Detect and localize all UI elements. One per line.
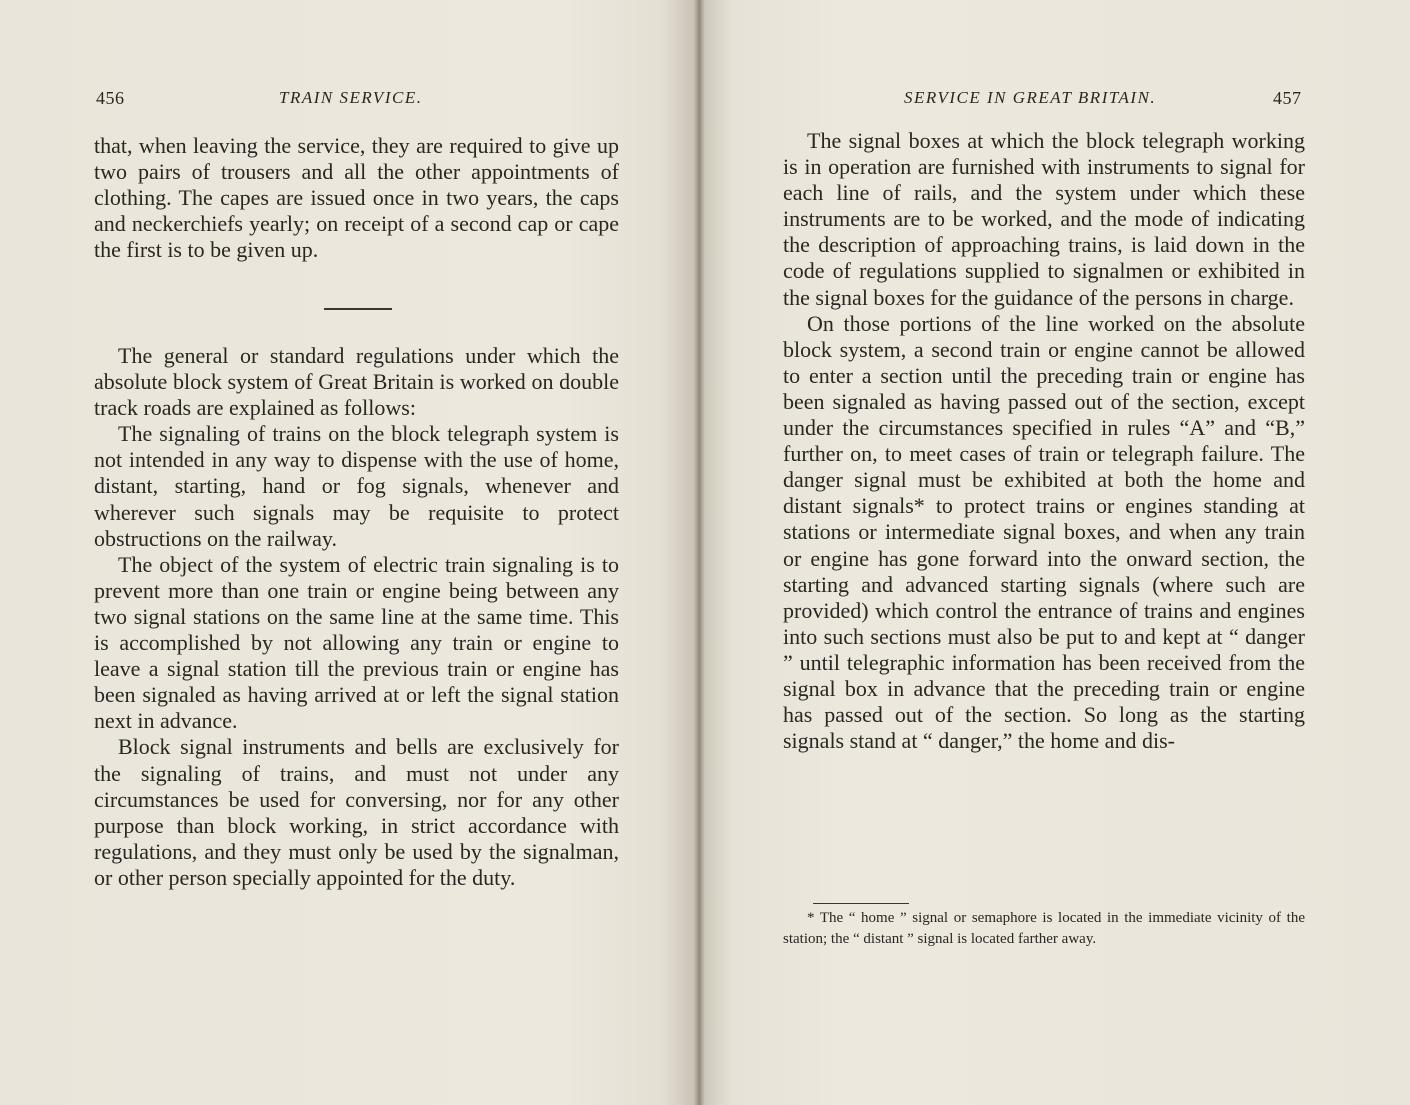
left-page [0,0,700,1105]
paragraph: The signal boxes at which the block telegraph working is in operation are furnished with instruments to signal for each line of rails, and the system under which these instruments are to be worked, and the mode of indicating the description of approaching trains, is laid down in the code of regulations supplied to signalmen or exhibited in the signal boxes for the guidance of the persons in charge. [783,128,1305,310]
paragraph: Block signal instruments and bells are exclusively for the signaling of trains, and must not under any circumstances be used for conversing, nor for any other purpose than block working, in strict accordance with regulations, and they must only be used by the signalman, or other person specially appointed for the duty. [94,734,619,890]
paragraph: The general or standard regulations under which the absolute block system of Great Britain is worked on double track roads are explained as follows: [94,343,619,421]
text-block-right [783,128,1305,754]
paragraph: The signaling of trains on the block telegraph system is not intended in any way to dispense with the use of home, distant, starting, hand or fog signals, whenever and wherever such signals may be requisite to protect obstructions on the railway. [94,421,619,551]
text-block-top-left [94,133,619,263]
section-divider [324,308,392,310]
paragraph: that, when leaving the service, they are required to give up two pairs of trousers and all the other appointments of clothing. The capes are issued once in two years, the caps and neckerchiefs yearly; on receipt of a second cap or cape the first is to be given up. [94,133,619,263]
page-number-left: 456 [96,88,125,108]
running-title-right: SERVICE IN GREAT BRITAIN. [904,88,1157,107]
running-title-left: TRAIN SERVICE. [279,88,423,107]
right-page [700,0,1410,1105]
paragraph: On those portions of the line worked on the absolute block system, a second train or engine cannot be allowed to enter a section until the preceding train or engine has been signaled as having passed out of the section, except under the circumstances specified in rules “A” and “B,” further on, to meet cases of train or telegraph failure. The danger signal must be exhibited at both the home and distant signals* to protect trains or engines standing at stations or intermediate signal boxes, and when any train or engine has gone forward into the onward section, the starting and advanced starting signals (where such are provided) which control the entrance of trains and engines into such sections must also be put to and kept at “ danger ” until telegraphic information has been received from the signal box in advance that the preceding train or engine has passed out of the section. So long as the starting signals stand at “ danger,” the home and dis- [783,310,1305,754]
paragraph: The object of the system of electric train signaling is to prevent more than one train or engine being between any two signal stations on the same line at the same time. This is accomplished by not allowing any train or engine to leave a signal station till the previous train or engine has been signaled as having arrived at or left the signal station next in advance. [94,551,619,734]
footnote-divider [813,903,909,904]
page-number-right: 457 [1273,88,1302,108]
footnote: * The “ home ” signal or semaphore is located in the immediate vicinity of the station; the “ distant ” signal is located farther away. [783,910,1305,947]
text-block-main-left [94,343,619,891]
